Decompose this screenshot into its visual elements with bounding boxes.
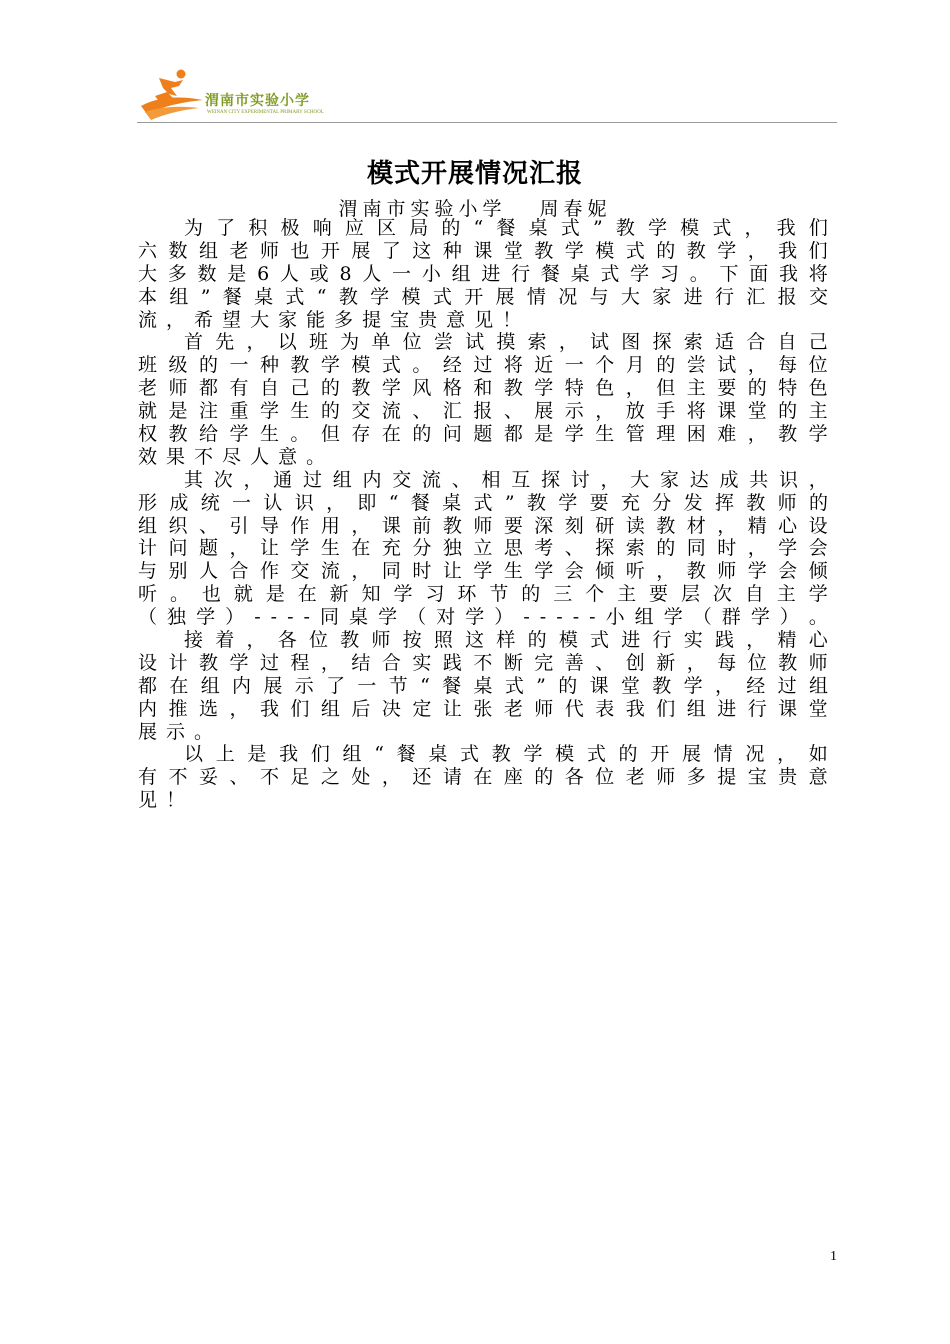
school-logo-icon: [137, 66, 207, 120]
school-logo: [137, 66, 337, 120]
text-line: 首 先 ， 以 班 为 单 位 尝 试 摸 索 ， 试 图 探 索 适 合 自 己: [184, 331, 828, 354]
text-line: 与 别 人 合 作 交 流 ， 同 时 让 学 生 学 会 倾 听 ， 教 师 学 会 倾: [138, 560, 828, 583]
text-line: 展 示 。: [138, 720, 223, 743]
text-line: 形 成 统 一 认 识 ， 即 “ 餐 桌 式 ” 教 学 要 充 分 发 挥 教 师 的: [138, 491, 828, 514]
text-line: 其 次 ， 通 过 组 内 交 流 、 相 互 探 讨 ， 大 家 达 成 共 识 ，: [184, 468, 828, 491]
text-line: 为 了 积 极 响 应 区 局 的 “ 餐 桌 式 ” 教 学 模 式 ， 我 们: [184, 217, 828, 239]
text-line: 都 在 组 内 展 示 了 一 节 “ 餐 桌 式 ” 的 课 堂 教 学 ， 经 过 组: [138, 674, 828, 697]
document-title: 模式开展情况汇报: [366, 159, 583, 189]
text-line: 有 不 妥 、 不 足 之 处 ， 还 请 在 座 的 各 位 老 师 多 提 宝 贵 意: [138, 766, 828, 789]
page-number: 1: [830, 1249, 837, 1264]
text-line: 大 多 数 是 6 人 或 8 人 一 小 组 进 行 餐 桌 式 学 习 。 下 面 我 将: [138, 262, 828, 285]
text-line: 计 问 题 ， 让 学 生 在 充 分 独 立 思 考 、 探 索 的 同 时 ， 学 会: [138, 537, 828, 560]
text-line: 效 果 不 尽 人 意 。: [138, 445, 335, 468]
text-line: 接 着 ， 各 位 教 师 按 照 这 样 的 模 式 进 行 实 践 ， 精 心: [184, 629, 828, 652]
text-line: 权 教 给 学 生 。 但 存 在 的 问 题 都 是 学 生 管 理 困 难 ， 教 学: [138, 423, 828, 446]
text-line: 见 ！: [138, 789, 195, 812]
document-body: [138, 217, 828, 812]
text-line: 组 织 、 引 导 作 用 ， 课 前 教 师 要 深 刻 研 读 教 材 ， 精 心 设: [138, 514, 828, 537]
text-line: 就 是 注 重 学 生 的 交 流 、 汇 报 、 展 示 ， 放 手 将 课 堂 的 主: [138, 400, 828, 423]
text-line: 设 计 教 学 过 程 ， 结 合 实 践 不 断 完 善 、 创 新 ， 每 位 教 师: [138, 651, 828, 674]
text-line: 内 推 选 ， 我 们 组 后 决 定 让 张 老 师 代 表 我 们 组 进 行 课 堂: [138, 697, 828, 720]
text-line: 流 ， 希 望 大 家 能 多 提 宝 贵 意 见 ！: [138, 308, 531, 331]
text-line: 班 级 的 一 种 教 学 模 式 。 经 过 将 近 一 个 月 的 尝 试 ， 每 位: [138, 354, 828, 377]
text-line: 六 数 组 老 师 也 开 展 了 这 种 课 堂 教 学 模 式 的 教 学 ， 我 们: [138, 239, 828, 262]
text-line: 听 。 也 就 是 在 新 知 学 习 环 节 的 三 个 主 要 层 次 自 主 学: [138, 583, 828, 606]
text-line: （ 独 学 ） - - - - 同 桌 学 （ 对 学 ） - - - - - 小 组 学 （ 群 学 ） 。: [138, 606, 828, 629]
author-line: 渭南市实验小学 周春妮: [338, 198, 612, 220]
school-name-cn: 渭南市实验小学: [205, 93, 310, 109]
text-line: 本 组 ” 餐 桌 式 “ 教 学 模 式 开 展 情 况 与 大 家 进 行 汇 报 交: [138, 285, 828, 308]
school-name-en: WEINAN CITY EXPERIMENTAL PRIMARY SCHOOL: [207, 110, 324, 115]
text-line: 老 师 都 有 自 己 的 教 学 风 格 和 教 学 特 色 ， 但 主 要 的 特 色: [138, 377, 828, 400]
text-line: 以 上 是 我 们 组 “ 餐 桌 式 教 学 模 式 的 开 展 情 况 ， 如: [184, 743, 828, 766]
page-header: [137, 62, 837, 123]
